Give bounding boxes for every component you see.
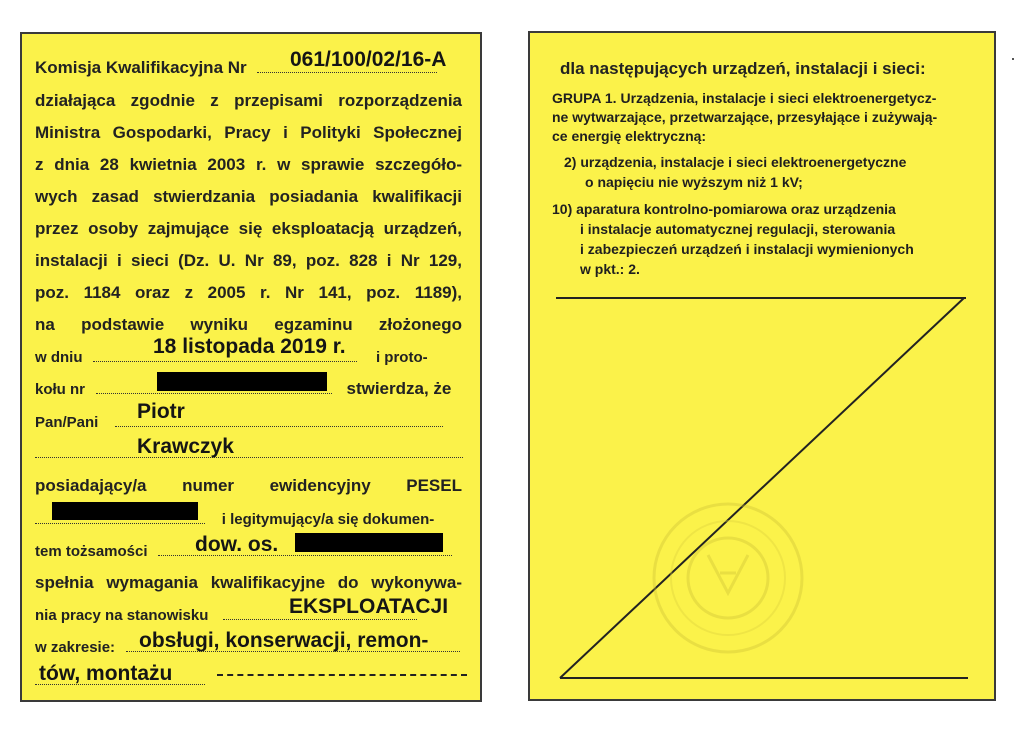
first-name: Piotr [137, 400, 185, 423]
text-line-9: na podstawie wyniku egzaminu złożonego [35, 315, 462, 334]
scope-line-1 [35, 629, 460, 657]
group-1-line-2: ne wytwarzające, przetwarzające, przesyłające i zużywają- [552, 109, 938, 125]
i-proto-label: i proto- [375, 349, 428, 366]
last-name-dots [35, 443, 463, 458]
tem-tozsamosci-label: tem tożsamości [35, 543, 148, 560]
zakres-label: w zakresie: [35, 639, 116, 656]
exam-date: 18 listopada 2019 r. [153, 335, 346, 358]
commission-number: 061/100/02/16-A [290, 48, 447, 71]
position-value: EKSPLOATACJI [289, 595, 449, 618]
scope-line-2 [35, 662, 205, 690]
item-10-line-2: i instalacje automatycznej regulacji, sterowania [580, 221, 896, 237]
certificate-left-page [20, 32, 482, 702]
redacted-pesel [52, 502, 198, 520]
legit-label: i legitymujący/a się dokumen- [221, 511, 435, 528]
item-10-line-3: i zabezpieczeń urządzeń i instalacji wymienionych [580, 241, 914, 257]
protocol-label: kołu nr [35, 381, 86, 398]
pan-pani-line [35, 400, 443, 432]
stwierdza-label: stwierdza, że [346, 379, 452, 398]
z-cancel-mark [530, 33, 994, 699]
pan-pani-label: Pan/Pani [35, 414, 99, 431]
group-1-line-3: ce energię elektryczną: [552, 128, 707, 144]
pesel-label: posiadający/a numer ewidencyjny PESEL [35, 476, 462, 495]
scope-dash-line [217, 674, 467, 676]
text-line-3: Ministra Gospodarki, Pracy i Polityki Społecznej [35, 123, 462, 142]
scope-value-1: obsługi, konserwacji, remon- [139, 629, 429, 652]
text-line-2: działająca zgodnie z przepisami rozporządzenia [35, 91, 462, 110]
last-name-line [35, 435, 463, 463]
right-heading: dla następujących urządzeń, instalacji i sieci: [560, 59, 926, 78]
commission-label: Komisja Kwalifikacyjna Nr [35, 58, 247, 77]
text-line-6: przez osoby zajmujące się eksploatacją urządzeń, [35, 219, 462, 238]
item-2-line-2: o napięciu nie wyższym niż 1 kV; [585, 174, 803, 190]
position-line [35, 595, 449, 625]
text-line-5: wych zasad stwierdzania posiadania kwalifikacji [35, 187, 462, 206]
item-10-line-4: w pkt.: 2. [580, 261, 640, 277]
text-line-4: z dnia 28 kwietnia 2003 r. w sprawie szczegóło- [35, 155, 462, 174]
item-2-line-1: 2) urządzenia, instalacje i sieci elektroenergetyczne [564, 154, 907, 170]
embossed-seal [654, 504, 802, 652]
text-line-8: poz. 1184 oraz z 2005 r. Nr 141, poz. 1189), [35, 283, 462, 302]
z-diagonal-line [560, 298, 964, 678]
w-dniu-label: w dniu [35, 349, 83, 366]
position-label: nia pracy na stanowisku [35, 607, 209, 624]
redacted-protocol-number [157, 372, 327, 391]
item-10-line-1: 10) aparatura kontrolno-pomiarowa oraz urządzenia [552, 201, 896, 217]
redacted-document-number [295, 533, 443, 552]
group-1-line-1: GRUPA 1. Urządzenia, instalacje i sieci elektroenergetycz- [552, 90, 937, 106]
commission-line [35, 48, 473, 78]
last-name: Krawczyk [137, 435, 234, 458]
text-line-7: instalacji i sieci (Dz. U. Nr 89, poz. 828 i Nr 129, [35, 251, 462, 270]
exam-date-line [35, 335, 428, 367]
document-type: dow. os. [195, 533, 279, 556]
spelnia-line: spełnia wymagania kwalifikacyjne do wykonywa- [35, 573, 462, 592]
certificate-right-page [528, 31, 996, 701]
scan-speck [1012, 58, 1014, 60]
scope-value-2: tów, montażu [39, 662, 173, 685]
